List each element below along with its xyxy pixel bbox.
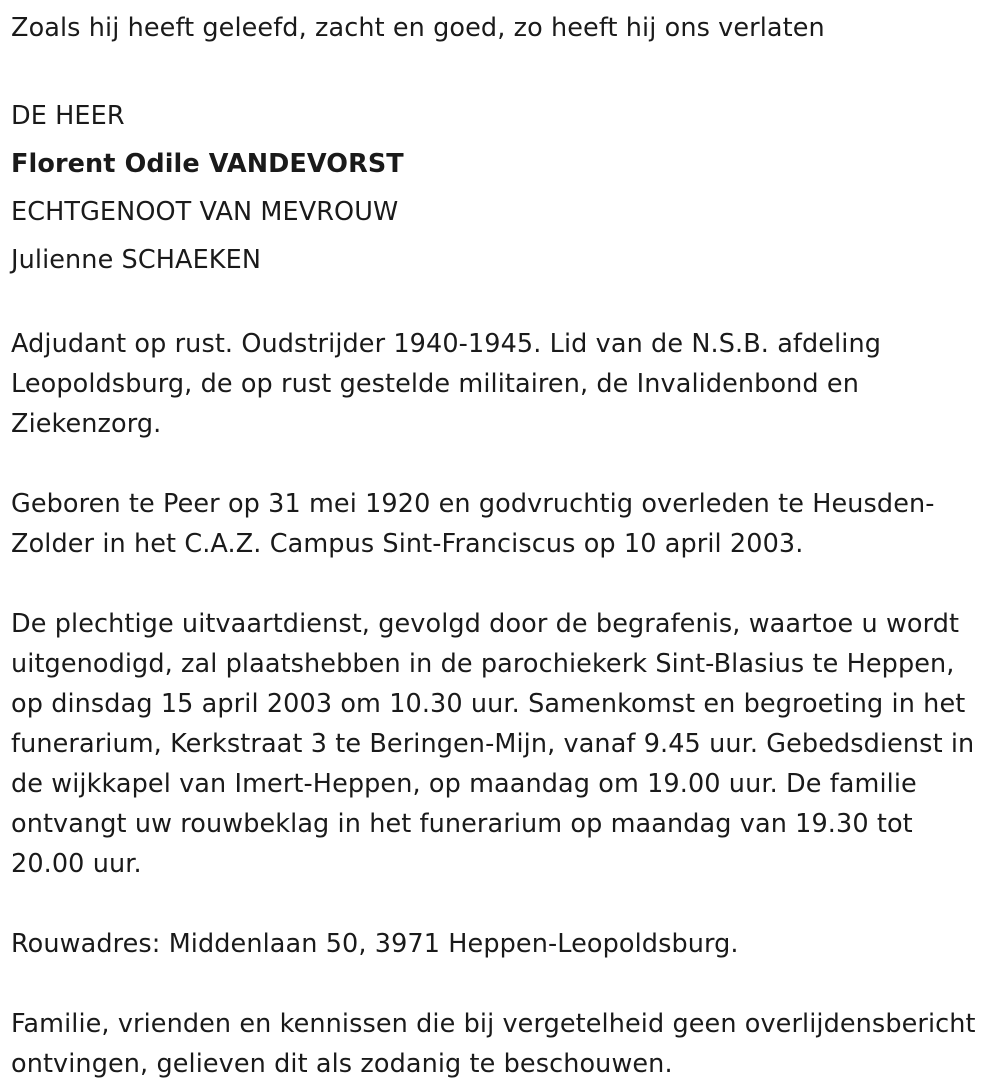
obituary-notice	[11, 4, 986, 1084]
title: DE HEER	[11, 101, 125, 131]
relation: ECHTGENOOT VAN MEVROUW	[11, 197, 399, 227]
spacer	[11, 564, 986, 604]
affiliations-paragraph: Adjudant op rust. Oudstrijder 1940-1945. Lid van de N.S.B. afdeling Leopoldsburg, de op rust gestelde militairen, de Invalidenbond en Ziekenzorg.	[11, 329, 881, 439]
mourning-address: Rouwadres: Middenlaan 50, 3971 Heppen-Leopoldsburg.	[11, 929, 739, 959]
spouse-name: Julienne SCHAEKEN	[11, 245, 261, 275]
spacer	[11, 964, 986, 1004]
spacer	[11, 284, 986, 324]
spacer	[11, 52, 986, 92]
spacer	[11, 884, 986, 924]
funeral-service-paragraph: De plechtige uitvaartdienst, gevolgd door de begrafenis, waartoe u wordt uitgenodigd, zal plaatshebben in de parochiekerk Sint-Blasius te Heppen, op dinsdag 15 april 2003 om 10.30 uur. Samenkomst en begroeting in het funerarium, Kerkstraat 3 te Beringen-Mijn, vanaf 9.45 uur. Gebedsdienst in de wijkkapel van Imert-Heppen, op maandag om 19.00 uur. De familie ontvangt uw rouwbeklag in het funerarium op maandag van 19.30 tot 20.00 uur.	[11, 609, 975, 879]
motto: Zoals hij heeft geleefd, zacht en goed, zo heeft hij ons verlaten	[11, 13, 825, 43]
closing-note: Familie, vrienden en kennissen die bij vergetelheid geen overlijdensbericht ontvingen, gelieven dit als zodanig te beschouwen.	[11, 1009, 976, 1079]
spacer	[11, 444, 986, 484]
birth-death-paragraph: Geboren te Peer op 31 mei 1920 en godvruchtig overleden te Heusden-Zolder in het C.A.Z. Campus Sint-Franciscus op 10 april 2003.	[11, 489, 935, 559]
deceased-name: Florent Odile VANDEVORST	[11, 149, 404, 179]
